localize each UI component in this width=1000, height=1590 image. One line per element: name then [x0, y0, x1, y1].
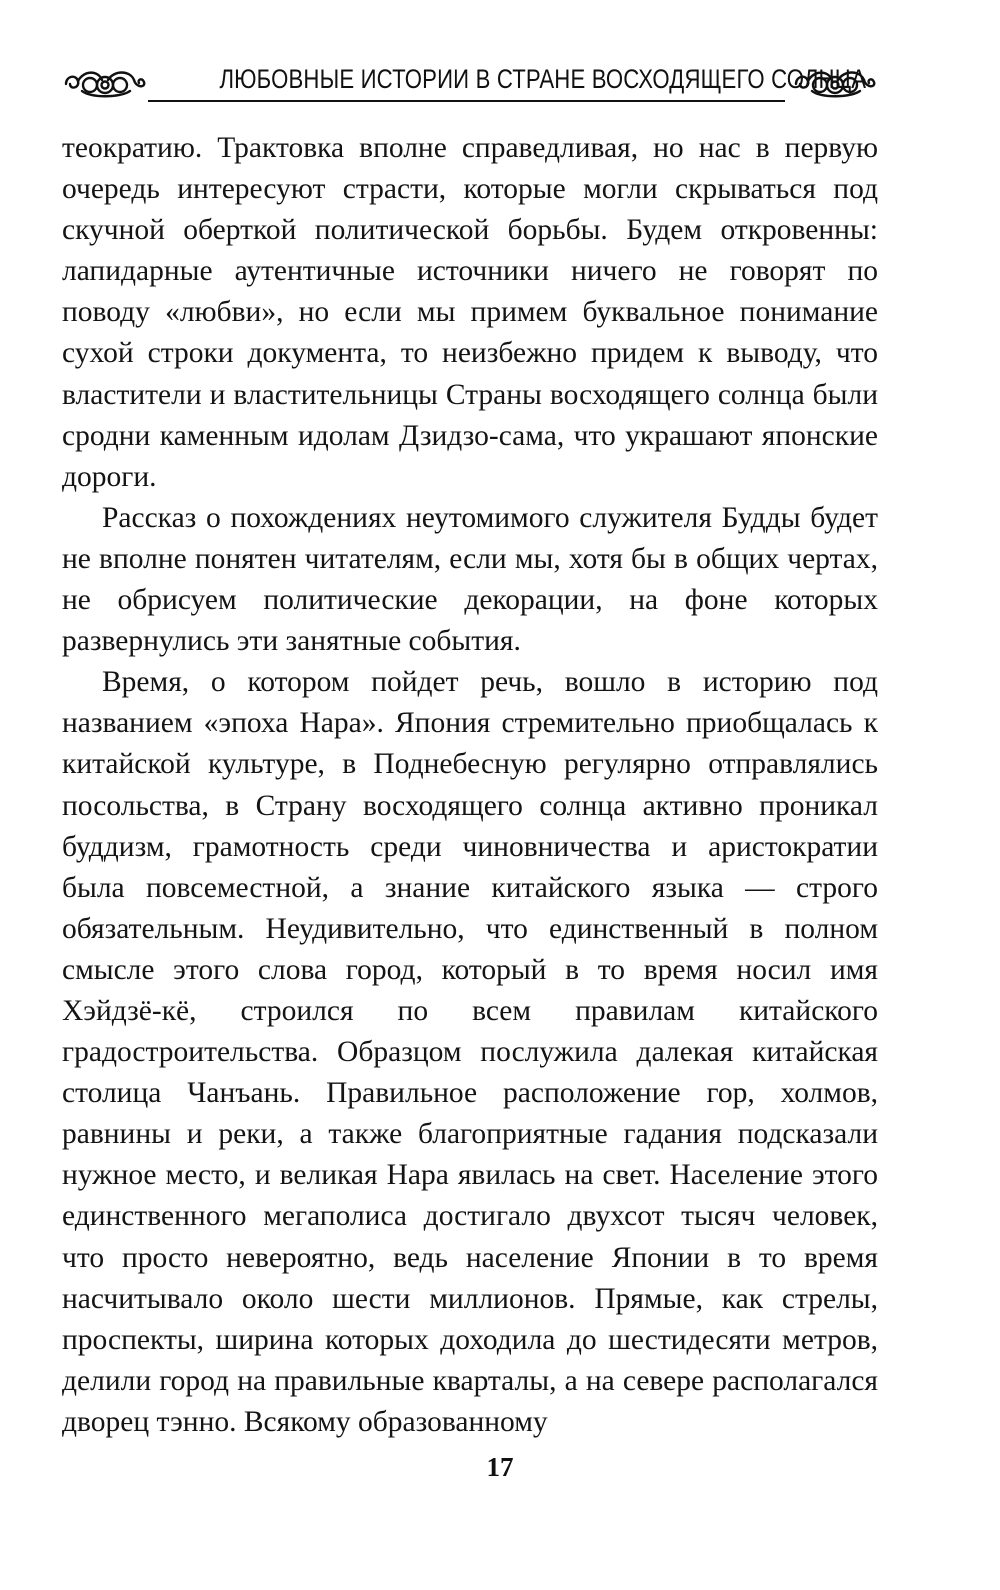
- header-rule: [148, 100, 785, 102]
- paragraph: Время, о котором пойдет речь, вошло в историю под названием «эпоха Нара». Япония стремительно приобщалась к китайской культуре, в Поднебесную регулярно отправлялись посольства, в Страну восходящего солнца активно проникал буддизм, грамотность среди чиновничества и аристократии была повсеместной, а знание китайского языка — строго обязательным. Неудивительно, что единственный в полном смысле этого слова город, который в то время носил имя Хэйдзё-кё, строился по всем правилам китайского градостроительства. Образцом послужила далекая китайская столица Чанъань. Правильное расположение гор, холмов, равнины и реки, а также благоприятные гадания подсказали нужное место, и великая Нара явилась на свет. Население этого единственного мегаполиса достигало двухсот тысяч человек, что просто невероятно, ведь население Японии в то время насчитывало около шести миллионов. Прямые, как стрелы, проспекты, ширина которых доходила до шестидесяти метров, делили город на правильные кварталы, а на севере располагался дворец тэнно. Всякому образованному: [62, 666, 878, 1438]
- scroll-ornament-icon: [60, 66, 150, 100]
- paragraph-continued: теократию. Трактовка вполне справедливая, но нас в первую очередь интересуют страсти, которые могли скрываться под скучной оберткой политической борьбы. Будем откровенны: лапидарные аутентичные источники ничего не говорят по поводу «любви», но если мы примем буквальное понимание сухой строки документа, то неизбежно придем к выводу, что властители и властительницы Страны восходящего солнца были сродни каменным идолам Дзидзо-сама, что украшают японские дороги.: [62, 132, 878, 493]
- scroll-ornament-icon: [790, 66, 880, 100]
- running-header: [60, 62, 880, 112]
- page-number: 17: [486, 1452, 514, 1482]
- running-title: ЛЮБОВНЫЕ ИСТОРИИ В СТРАНЕ ВОСХОДЯЩЕГО СОЛНЦА: [219, 64, 867, 94]
- body-text: [62, 128, 878, 1443]
- paragraph: Рассказ о похождениях неутомимого служителя Будды будет не вполне понятен читателям, если мы, хотя бы в общих чертах, не обрисуем политические декорации, на фоне которых развернулись эти занятные события.: [62, 501, 878, 658]
